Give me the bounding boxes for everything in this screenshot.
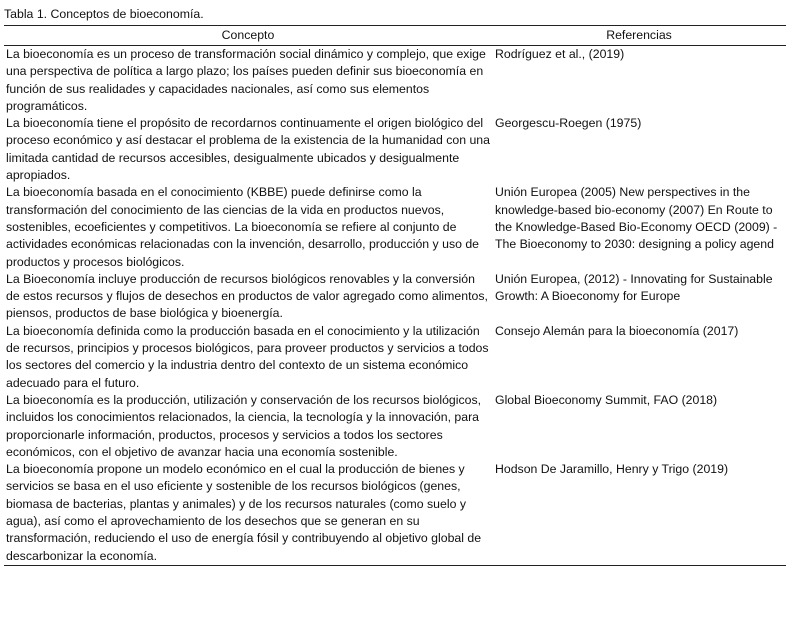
table-row: [4, 461, 786, 565]
concept-cell: La Bioeconomía incluye producción de recursos biológicos renovables y la conversión de estos recursos y flujos de desechos en productos de valor agregado como alimentos, piensos, productos de base biológica y bioenergía.: [6, 271, 488, 321]
column-header-referencias: Referencias: [492, 26, 786, 46]
concept-cell: La bioeconomía es un proceso de transformación social dinámico y complejo, que exige una perspectiva de política a largo plazo; los países pueden definir sus bioeconomía en función de sus realidades y capacidades nacionales, así como sus elementos programáticos.: [6, 47, 486, 113]
column-header-concepto: Concepto: [4, 26, 492, 46]
concept-cell: La bioeconomía basada en el conocimiento (KBBE) puede definirse como la transformación del conocimiento de las ciencias de la vida en productos nuevos, sostenibles, ecoeficientes y competitivos. La bioeconomía se refiere al conjunto de actividades económicas relacionadas con la invención, desarrollo, producción y uso de productos y procesos biológicos.: [6, 185, 480, 269]
concept-cell: La bioeconomía propone un modelo económico en el cual la producción de bienes y servicios se basa en el uso eficiente y sostenible de los recursos biológicos (genes, biomasa de bacterias, plantas y animales) y de los recursos naturales (como suelo y agua), así como el aprovechamiento de los desechos que se generan en su transformación, reduciendo el uso de energía fósil y contribuyendo al objetivo global de descarbonizar la economía.: [4, 461, 492, 565]
concept-cell: La bioeconomía definida como la producción basada en el conocimiento y la utilización de recursos, principios y procesos biológicos, para proveer productos y servicios a todos los sectores del comercio y la industria dentro del contexto de un sistema económico adecuado para el futuro.: [6, 323, 489, 390]
table-row: [4, 271, 786, 323]
table-header-row: [4, 26, 786, 46]
concept-cell: La bioeconomía tiene el propósito de recordarnos continuamente el origen biológico del proceso económico y así destacar el problema de la existencia de la humanidad con una limitada cantidad de recursos accesibles, desigualmente ubicados y desigualmente apropiados.: [6, 116, 490, 183]
reference-cell: Unión Europea, (2012) - Innovating for Sustainable Growth: A Bioeconomy for Europe: [495, 271, 773, 304]
reference-cell: Rodríguez et al., (2019): [495, 47, 625, 61]
table-row: [4, 115, 786, 184]
reference-cell: Global Bioeconomy Summit, FAO (2018): [495, 392, 718, 407]
table-row: [4, 392, 786, 461]
reference-cell: Hodson De Jaramillo, Henry y Trigo (2019): [492, 461, 786, 565]
reference-cell: Consejo Alemán para la bioeconomía (2017): [495, 323, 739, 338]
table-caption: Tabla 1. Conceptos de bioeconomía.: [4, 7, 204, 21]
concept-cell: La bioeconomía es la producción, utilización y conservación de los recursos biológicos, incluidos los conocimientos relacionados, la ciencia, la tecnología y la innovación, para proporcionarle información, productos, procesos y servicios a todos los sectores económicos, con el objetivo de avanzar hacia una economía sostenible.: [6, 392, 482, 459]
reference-cell: Unión Europea (2005) New perspectives in the knowledge-based bio-economy (2007) En Route to the Knowledge-Based Bio-Economy OECD (2009) - The Bioeconomy to 2030: designing a policy agend: [495, 185, 778, 252]
table-row: [4, 323, 786, 392]
table-row: [4, 46, 786, 116]
concepts-table: [4, 25, 786, 566]
table-row: [4, 184, 786, 270]
reference-cell: Georgescu-Roegen (1975): [495, 116, 642, 131]
